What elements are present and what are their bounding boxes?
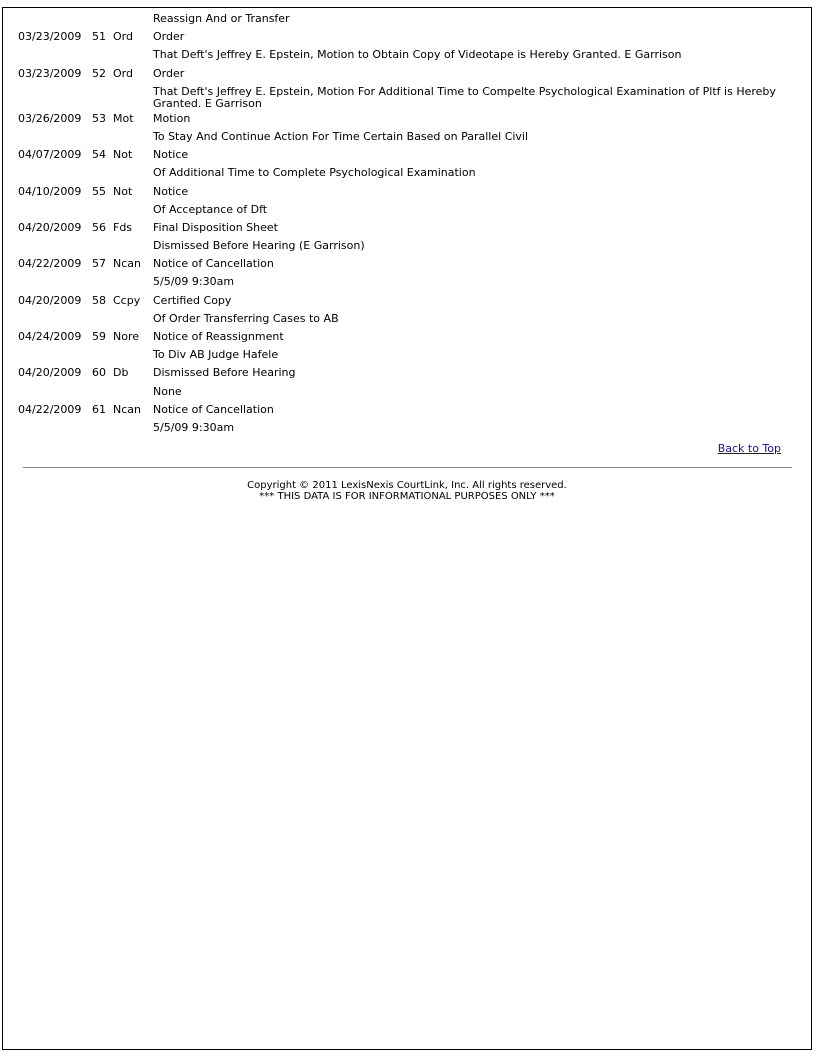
entry-date: 04/22/2009: [18, 402, 82, 416]
entry-date: 03/26/2009: [18, 111, 82, 125]
entry-date: 03/23/2009: [18, 30, 82, 44]
entry-number: [92, 128, 113, 131]
entry-code: Ncan: [113, 257, 141, 271]
docket-row: [18, 310, 788, 328]
entry-date: 04/22/2009: [18, 257, 82, 271]
entry-code: [113, 10, 153, 13]
entry-text: Certified Copy: [153, 293, 232, 307]
entry-text: To Div AB Judge Hafele: [153, 348, 279, 362]
entry-number: [92, 46, 113, 49]
entry-code: [113, 383, 153, 386]
entry-date: 04/07/2009: [18, 148, 82, 162]
docket-row: [18, 419, 788, 437]
docket-row: [18, 255, 788, 273]
docket-row: [18, 401, 788, 419]
docket-row: [18, 146, 788, 164]
entry-date: [18, 419, 92, 422]
page-frame: [2, 7, 812, 1050]
entry-date: 04/10/2009: [18, 184, 82, 198]
entry-text: To Stay And Continue Action For Time Certain Based on Parallel Civil: [153, 129, 529, 143]
docket-row: [18, 128, 788, 146]
entry-code: [113, 128, 153, 131]
entry-date: [18, 128, 92, 131]
entry-date: [18, 346, 92, 349]
entry-code: [113, 164, 153, 167]
entry-date: 04/20/2009: [18, 366, 82, 380]
entry-code: [113, 310, 153, 313]
entry-code: Db: [113, 366, 129, 380]
divider: [23, 467, 792, 468]
entry-text: That Deft's Jeffrey E. Epstein, Motion to Obtain Copy of Videotape is Hereby Granted. E Garrison: [153, 48, 682, 62]
entry-text: Reassign And or Transfer: [153, 12, 290, 25]
entry-number: [92, 164, 113, 167]
docket-row: [18, 10, 788, 28]
docket-row: [18, 273, 788, 291]
back-to-top-link[interactable]: Back to Top: [717, 442, 781, 455]
entry-number: 60: [92, 366, 106, 380]
docket-row: [18, 346, 788, 364]
entry-number: [92, 10, 113, 13]
entry-date: 04/20/2009: [18, 220, 82, 234]
entry-date: [18, 164, 92, 167]
docket-row: [18, 110, 788, 128]
entry-text: Notice of Cancellation: [153, 402, 274, 416]
entry-date: 03/23/2009: [18, 66, 82, 80]
entry-number: 61: [92, 402, 106, 416]
docket-entries: [18, 10, 788, 437]
entry-number: [92, 346, 113, 349]
entry-text: Notice: [153, 148, 189, 162]
entry-date: 04/20/2009: [18, 293, 82, 307]
entry-date: [18, 83, 92, 86]
entry-code: [113, 273, 153, 276]
entry-text: Final Disposition Sheet: [153, 220, 278, 234]
entry-number: 59: [92, 330, 106, 343]
entry-text: Motion: [153, 111, 191, 125]
entry-number: [92, 419, 113, 422]
entry-text: Order: [153, 30, 185, 44]
entry-text: That Deft's Jeffrey E. Epstein, Motion For Additional Time to Compelte Psychological Examination of Pltf is Hereby Granted. E Garrison: [153, 84, 776, 110]
entry-text: 5/5/09 9:30am: [153, 275, 235, 289]
entry-text: Dismissed Before Hearing: [153, 366, 296, 380]
entry-text: None: [153, 384, 182, 398]
entry-text: Dismissed Before Hearing (E Garrison): [153, 239, 365, 253]
entry-code: Not: [113, 148, 133, 162]
entry-number: [92, 310, 113, 313]
entry-date: [18, 383, 92, 386]
docket-row: [18, 83, 788, 110]
entry-number: [92, 383, 113, 386]
entry-code: [113, 46, 153, 49]
footer: [3, 480, 811, 502]
entry-number: 53: [92, 111, 106, 125]
entry-code: [113, 83, 153, 86]
docket-row: [18, 65, 788, 83]
entry-number: 58: [92, 293, 106, 307]
docket-row: [18, 237, 788, 255]
docket-row: [18, 28, 788, 46]
entry-date: [18, 46, 92, 49]
docket-row: [18, 328, 788, 346]
entry-date: 04/24/2009: [18, 330, 82, 343]
entry-code: [113, 346, 153, 349]
entry-text: 5/5/09 9:30am: [153, 420, 235, 434]
entry-code: Ccpy: [113, 293, 141, 307]
entry-number: [92, 273, 113, 276]
disclaimer-text: *** THIS DATA IS FOR INFORMATIONAL PURPOSES ONLY ***: [259, 491, 555, 502]
entry-number: 55: [92, 184, 106, 198]
entry-date: [18, 237, 92, 240]
entry-number: [92, 83, 113, 86]
entry-code: Not: [113, 184, 133, 198]
entry-code: Ord: [113, 30, 133, 44]
entry-number: 57: [92, 257, 106, 271]
entry-code: Ord: [113, 66, 133, 80]
entry-code: [113, 419, 153, 422]
entry-text: Notice: [153, 184, 189, 198]
entry-number: 52: [92, 66, 106, 80]
entry-number: [92, 201, 113, 204]
docket-row: [18, 164, 788, 182]
docket-row: [18, 46, 788, 64]
entry-code: [113, 201, 153, 204]
entry-number: 51: [92, 30, 106, 44]
entry-text: Of Order Transferring Cases to AB: [153, 311, 339, 325]
entry-code: [113, 237, 153, 240]
docket-row: [18, 201, 788, 219]
entry-text: Of Acceptance of Dft: [153, 202, 268, 216]
entry-date: [18, 273, 92, 276]
entry-date: [18, 201, 92, 204]
docket-row: [18, 383, 788, 401]
entry-number: 54: [92, 148, 106, 162]
entry-code: Fds: [113, 220, 133, 234]
entry-text: Notice of Cancellation: [153, 257, 274, 271]
docket-row: [18, 292, 788, 310]
docket-row: [18, 219, 788, 237]
entry-date: [18, 10, 92, 13]
entry-text: Order: [153, 66, 185, 80]
copyright-text: Copyright © 2011 LexisNexis CourtLink, Inc. All rights reserved.: [247, 480, 567, 491]
entry-text: Notice of Reassignment: [153, 330, 284, 343]
docket-row: [18, 183, 788, 201]
entry-number: 56: [92, 220, 106, 234]
entry-number: [92, 237, 113, 240]
docket-row: [18, 364, 788, 382]
entry-date: [18, 310, 92, 313]
entry-code: Nore: [113, 330, 140, 343]
entry-code: Ncan: [113, 402, 141, 416]
entry-text: Of Additional Time to Complete Psychological Examination: [153, 166, 476, 180]
entry-code: Mot: [113, 111, 134, 125]
